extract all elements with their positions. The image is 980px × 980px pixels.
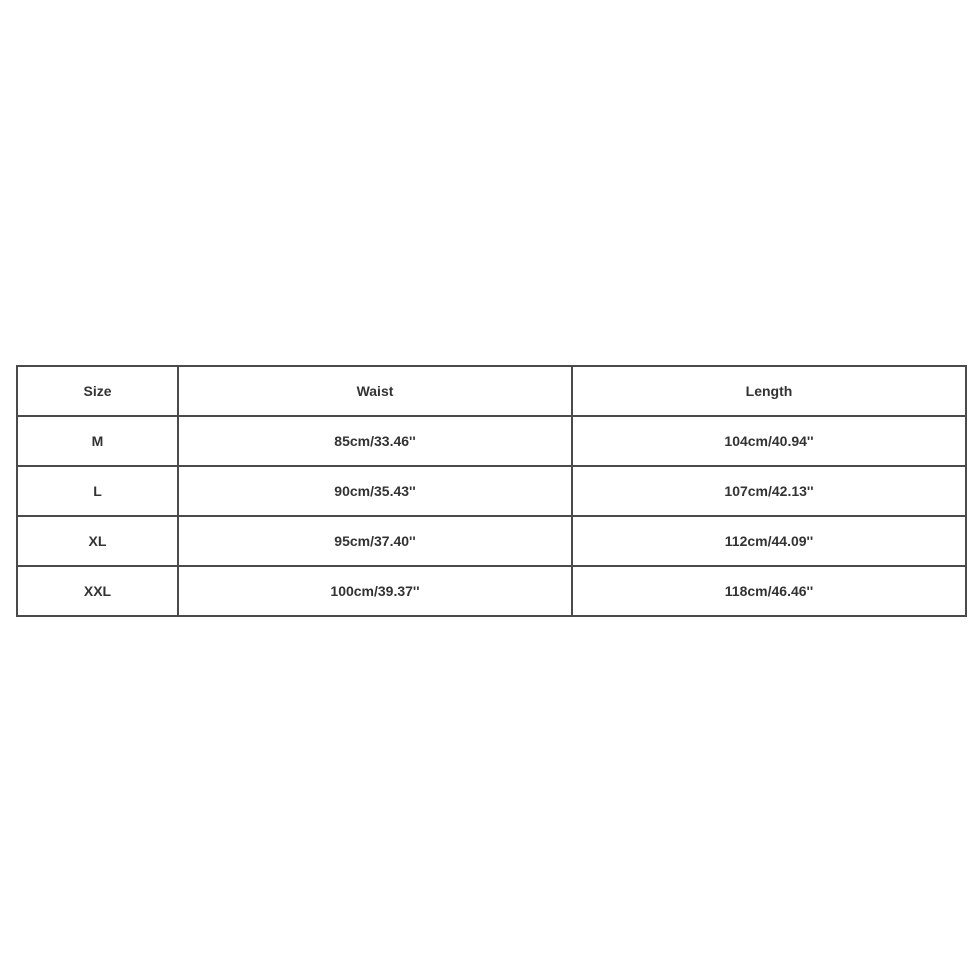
header-waist: Waist: [178, 366, 572, 416]
waist-cell: 90cm/35.43'': [178, 466, 572, 516]
waist-cell: 100cm/39.37'': [178, 566, 572, 616]
length-cell: 107cm/42.13'': [572, 466, 966, 516]
size-cell: M: [17, 416, 178, 466]
size-cell: XL: [17, 516, 178, 566]
header-length: Length: [572, 366, 966, 416]
table-row: [17, 566, 966, 616]
table-row: [17, 466, 966, 516]
length-cell: 112cm/44.09'': [572, 516, 966, 566]
table-header-row: [17, 366, 966, 416]
size-cell: L: [17, 466, 178, 516]
header-size: Size: [17, 366, 178, 416]
waist-cell: 95cm/37.40'': [178, 516, 572, 566]
size-chart-table: [16, 365, 967, 617]
table-row: [17, 416, 966, 466]
size-cell: XXL: [17, 566, 178, 616]
table-row: [17, 516, 966, 566]
length-cell: 104cm/40.94'': [572, 416, 966, 466]
length-cell: 118cm/46.46'': [572, 566, 966, 616]
waist-cell: 85cm/33.46'': [178, 416, 572, 466]
